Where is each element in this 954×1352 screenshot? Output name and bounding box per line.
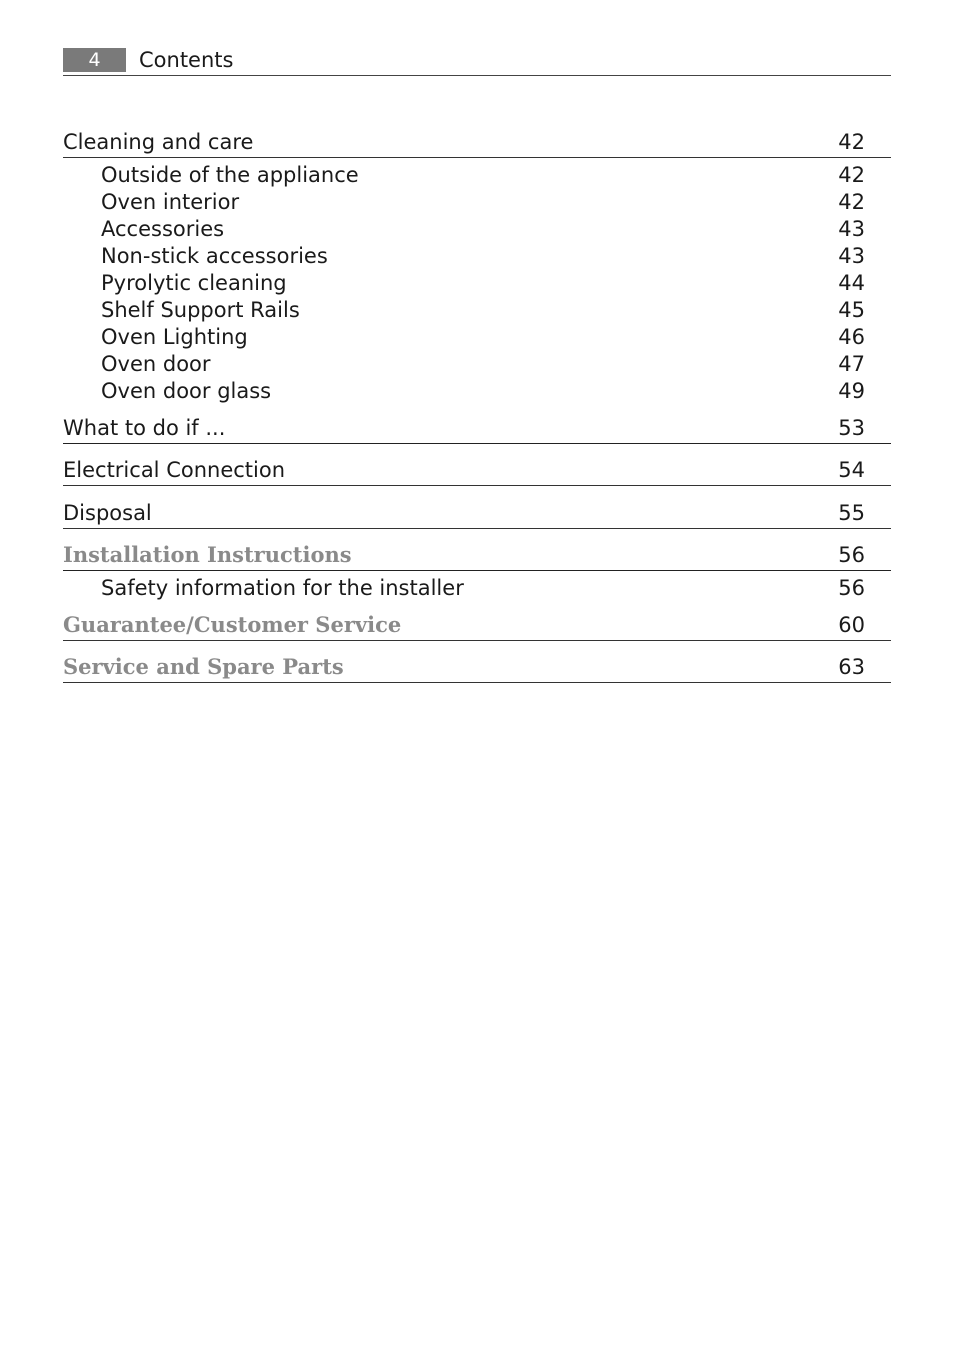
toc-entry-label: Pyrolytic cleaning <box>101 271 287 295</box>
toc-entry-page: 42 <box>838 163 865 187</box>
toc-subentry[interactable] <box>63 297 891 324</box>
toc-entry-page: 55 <box>838 501 865 525</box>
toc-subentry[interactable] <box>63 189 891 216</box>
toc-entry-label: Oven door glass <box>101 379 272 403</box>
toc-subentry[interactable] <box>63 575 891 602</box>
page-title: Contents <box>139 48 234 72</box>
toc-entry-installation[interactable] <box>63 540 891 571</box>
toc-entry-electrical[interactable] <box>63 455 891 486</box>
toc-entry-page: 43 <box>838 217 865 241</box>
toc-entry-disposal[interactable] <box>63 498 891 529</box>
page-number-badge: 4 <box>63 48 126 72</box>
toc-entry-label: Electrical Connection <box>63 458 286 482</box>
toc-entry-page: 42 <box>838 130 865 154</box>
toc-entry-label: Oven interior <box>101 190 240 214</box>
toc-entry-label: What to do if ... <box>63 416 226 440</box>
toc-subentry[interactable] <box>63 243 891 270</box>
page-header <box>63 46 891 76</box>
toc-entry-page: 43 <box>838 244 865 268</box>
toc-entry-label: Oven door <box>101 352 211 376</box>
toc-entry-page: 54 <box>838 458 865 482</box>
toc-entry-label: Accessories <box>101 217 225 241</box>
toc-entry-page: 56 <box>838 576 865 600</box>
toc-entry-label: Safety information for the installer <box>101 576 464 600</box>
toc-entry-page: 46 <box>838 325 865 349</box>
toc-entry-label: Shelf Support Rails <box>101 298 300 322</box>
toc-subentry[interactable] <box>63 270 891 297</box>
toc-entry-label: Installation Instructions <box>63 542 352 567</box>
toc-entry-label: Guarantee/Customer Service <box>63 612 402 637</box>
toc-entry-page: 44 <box>838 271 865 295</box>
toc-entry-page: 45 <box>838 298 865 322</box>
toc-entry-label: Outside of the appliance <box>101 163 359 187</box>
toc-entry-service[interactable] <box>63 652 891 683</box>
toc-entry-label: Non-stick accessories <box>101 244 328 268</box>
toc-entry-cleaning[interactable] <box>63 127 891 158</box>
toc-entry-page: 47 <box>838 352 865 376</box>
toc-entry-label: Cleaning and care <box>63 130 254 154</box>
toc-subentry[interactable] <box>63 162 891 189</box>
toc-entry-page: 42 <box>838 190 865 214</box>
toc-subentry[interactable] <box>63 216 891 243</box>
toc-subentry[interactable] <box>63 324 891 351</box>
toc-entry-page: 49 <box>838 379 865 403</box>
toc-entry-page: 63 <box>838 655 865 679</box>
toc-entry-label: Oven Lighting <box>101 325 248 349</box>
toc-entry-label: Service and Spare Parts <box>63 654 344 679</box>
toc-entry-label: Disposal <box>63 501 152 525</box>
toc-subentry[interactable] <box>63 351 891 378</box>
toc-subentry[interactable] <box>63 378 891 405</box>
toc-entry-what-to-do[interactable] <box>63 413 891 444</box>
toc-entry-page: 56 <box>838 543 865 567</box>
toc-entry-page: 53 <box>838 416 865 440</box>
toc-entry-page: 60 <box>838 613 865 637</box>
toc-entry-guarantee[interactable] <box>63 610 891 641</box>
